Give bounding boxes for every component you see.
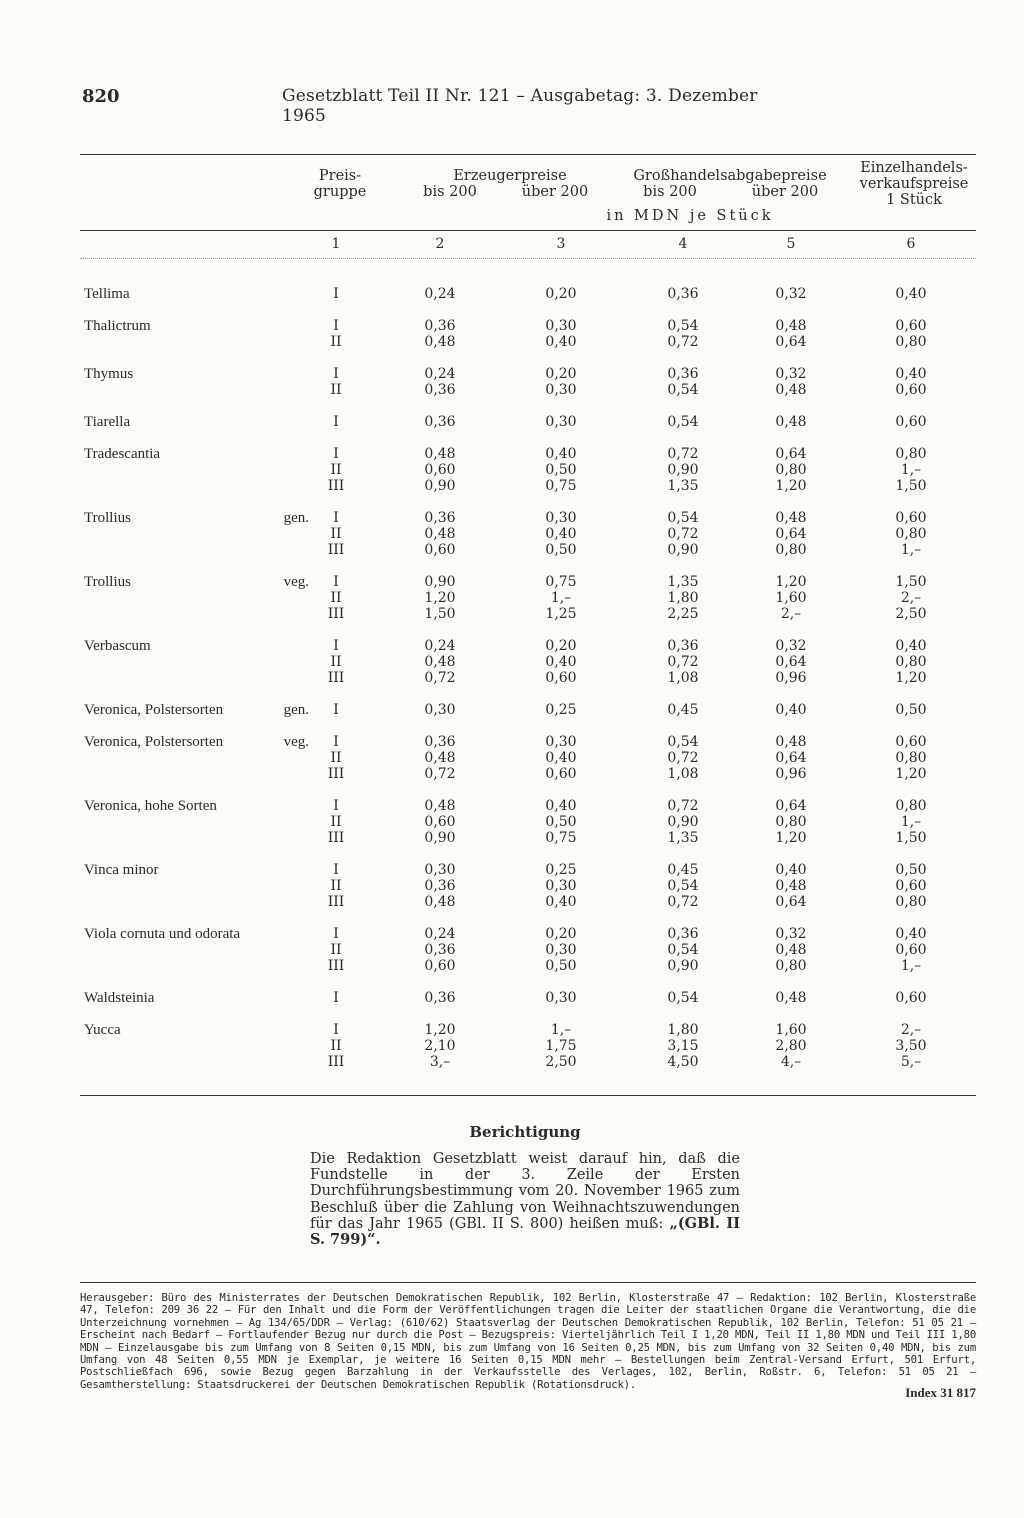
price-cell: 1,20: [775, 830, 807, 846]
price-cell: 0,30: [545, 382, 577, 398]
price-cell: 0,80: [895, 526, 927, 542]
price-cell: 0,40: [895, 638, 927, 654]
price-cell: 0,40: [895, 286, 927, 302]
table-row: [0, 478, 1024, 494]
price-cell: 2,80: [775, 1038, 807, 1054]
price-cell: 0,64: [775, 526, 807, 542]
table-row: [0, 590, 1024, 606]
plant-name: Yucca: [84, 1022, 121, 1038]
header-einzelhandel: Einzelhandels- verkaufspreise 1 Stück: [859, 160, 969, 208]
price-cell: 0,50: [895, 862, 927, 878]
price-cell: 5,–: [900, 1054, 922, 1070]
price-cell: 0,40: [545, 526, 577, 542]
price-cell: 0,64: [775, 446, 807, 462]
plant-qualifier: gen.: [283, 510, 309, 526]
price-cell: 0,60: [895, 990, 927, 1006]
price-cell: 1,–: [550, 1022, 572, 1038]
price-cell: 0,90: [424, 830, 456, 846]
plant-qualifier: veg.: [283, 574, 309, 590]
price-cell: 0,24: [424, 286, 456, 302]
table-row: [0, 638, 1024, 654]
price-cell: 0,72: [424, 766, 456, 782]
price-group: II: [330, 590, 342, 606]
price-cell: 0,40: [545, 446, 577, 462]
table-row: [0, 542, 1024, 558]
price-cell: 0,54: [667, 382, 699, 398]
price-cell: 1,80: [667, 590, 699, 606]
price-cell: 2,–: [900, 590, 922, 606]
table-row: [0, 798, 1024, 814]
price-cell: 0,64: [775, 654, 807, 670]
table-row: [0, 1054, 1024, 1070]
price-cell: 0,25: [545, 862, 577, 878]
price-cell: 0,45: [667, 702, 699, 718]
price-cell: 0,32: [775, 638, 807, 654]
price-group: III: [327, 670, 345, 686]
price-cell: 0,72: [667, 526, 699, 542]
price-cell: 0,24: [424, 926, 456, 942]
correction-text: [310, 1151, 740, 1248]
price-cell: 0,80: [895, 334, 927, 350]
table-row: [0, 894, 1024, 910]
price-cell: 0,60: [895, 942, 927, 958]
plant-name: Veronica, Polstersorten: [84, 734, 224, 750]
header-erzeuger-ueber-200: über 200: [521, 184, 589, 200]
table-row: [0, 446, 1024, 462]
price-cell: 0,60: [545, 670, 577, 686]
price-cell: 0,48: [775, 734, 807, 750]
price-cell: 0,30: [545, 510, 577, 526]
price-cell: 0,48: [775, 382, 807, 398]
plant-name: Tiarella: [84, 414, 131, 430]
price-group: I: [333, 926, 339, 942]
table-row: [0, 958, 1024, 974]
table-row: [0, 318, 1024, 334]
price-cell: 2,10: [424, 1038, 456, 1054]
header-grosshandel: Großhandelsabgabepreise: [633, 168, 827, 184]
price-cell: 0,72: [424, 670, 456, 686]
price-cell: 0,50: [545, 958, 577, 974]
price-cell: 0,64: [775, 798, 807, 814]
price-cell: 0,96: [775, 670, 807, 686]
price-cell: 0,80: [775, 958, 807, 974]
price-cell: 0,90: [667, 958, 699, 974]
price-cell: 2,50: [895, 606, 927, 622]
price-group: III: [327, 766, 345, 782]
table-row: [0, 1022, 1024, 1038]
price-cell: 1,20: [424, 590, 456, 606]
price-group: I: [333, 366, 339, 382]
price-cell: 0,36: [667, 638, 699, 654]
price-cell: 0,90: [667, 542, 699, 558]
price-cell: 0,48: [424, 798, 456, 814]
price-cell: 0,24: [424, 638, 456, 654]
price-cell: 0,30: [545, 942, 577, 958]
price-cell: 0,54: [667, 990, 699, 1006]
price-group: III: [327, 830, 345, 846]
price-cell: 0,32: [775, 286, 807, 302]
price-cell: 1,–: [550, 590, 572, 606]
price-cell: 1,25: [545, 606, 577, 622]
price-cell: 0,75: [545, 574, 577, 590]
price-cell: 0,72: [667, 334, 699, 350]
price-cell: 0,36: [424, 318, 456, 334]
price-cell: 0,72: [667, 798, 699, 814]
price-cell: 0,48: [775, 990, 807, 1006]
price-group: I: [333, 702, 339, 718]
price-cell: 1,80: [667, 1022, 699, 1038]
plant-name: Thymus: [84, 366, 134, 382]
price-cell: 0,36: [667, 926, 699, 942]
price-cell: 0,30: [545, 878, 577, 894]
price-cell: 0,48: [424, 334, 456, 350]
price-cell: 0,40: [895, 926, 927, 942]
price-group: I: [333, 574, 339, 590]
price-cell: 0,20: [545, 366, 577, 382]
price-cell: 1,–: [900, 462, 922, 478]
price-group: I: [333, 990, 339, 1006]
price-cell: 0,60: [895, 318, 927, 334]
plant-name: Tradescantia: [84, 446, 161, 462]
price-cell: 0,80: [895, 750, 927, 766]
price-cell: 1,20: [895, 670, 927, 686]
price-cell: 2,50: [545, 1054, 577, 1070]
table-row: [0, 830, 1024, 846]
table-row: [0, 366, 1024, 382]
price-cell: 0,36: [424, 414, 456, 430]
table-row: [0, 462, 1024, 478]
table-row: [0, 766, 1024, 782]
price-cell: 0,54: [667, 318, 699, 334]
price-cell: 0,80: [895, 654, 927, 670]
plant-name: Veronica, hohe Sorten: [84, 798, 217, 814]
price-cell: 0,40: [545, 334, 577, 350]
index-number: Index 31 817: [905, 1385, 976, 1400]
price-cell: 1,20: [424, 1022, 456, 1038]
price-cell: 0,80: [775, 462, 807, 478]
price-cell: 0,48: [775, 510, 807, 526]
column-number: 3: [556, 236, 566, 252]
price-cell: 0,48: [775, 414, 807, 430]
price-group: I: [333, 798, 339, 814]
table-row: [0, 414, 1024, 430]
plant-name: Thalictrum: [84, 318, 151, 334]
table-row: [0, 990, 1024, 1006]
price-cell: 0,90: [667, 462, 699, 478]
price-cell: 0,60: [895, 734, 927, 750]
price-cell: 1,20: [775, 574, 807, 590]
price-cell: 0,30: [424, 702, 456, 718]
price-cell: 0,48: [424, 894, 456, 910]
plant-qualifier: gen.: [283, 702, 309, 718]
column-number: 6: [906, 236, 916, 252]
table-row: [0, 702, 1024, 718]
table-row: [0, 942, 1024, 958]
table-row: [0, 382, 1024, 398]
price-group: I: [333, 510, 339, 526]
price-cell: 0,48: [424, 750, 456, 766]
price-cell: 0,60: [424, 958, 456, 974]
price-group: III: [327, 542, 345, 558]
column-number: 2: [435, 236, 445, 252]
price-cell: 0,30: [545, 990, 577, 1006]
price-cell: 0,36: [424, 382, 456, 398]
price-cell: 4,50: [667, 1054, 699, 1070]
price-cell: 0,40: [545, 894, 577, 910]
price-cell: 0,20: [545, 926, 577, 942]
price-group: II: [330, 526, 342, 542]
price-cell: 0,72: [667, 750, 699, 766]
table-row: [0, 814, 1024, 830]
price-cell: 0,90: [424, 574, 456, 590]
header-erzeuger-bis-200: bis 200: [423, 184, 477, 200]
price-cell: 0,90: [424, 478, 456, 494]
price-cell: 1,–: [900, 542, 922, 558]
price-cell: 0,32: [775, 366, 807, 382]
price-cell: 1,–: [900, 958, 922, 974]
plant-name: Viola cornuta und odorata: [84, 926, 241, 942]
plant-name: Trollius: [84, 510, 131, 526]
price-cell: 0,36: [424, 734, 456, 750]
price-cell: 0,36: [424, 942, 456, 958]
price-cell: 3,50: [895, 1038, 927, 1054]
price-cell: 0,40: [775, 862, 807, 878]
price-cell: 0,36: [424, 990, 456, 1006]
price-cell: 0,54: [667, 510, 699, 526]
price-cell: 0,48: [424, 446, 456, 462]
price-cell: 1,50: [424, 606, 456, 622]
price-cell: 0,30: [545, 318, 577, 334]
price-cell: 0,20: [545, 286, 577, 302]
price-cell: 0,96: [775, 766, 807, 782]
imprint: Herausgeber: Büro des Ministerrates der Deutschen Demokratischen Republik, 102 Berlin, Klosterstraße 47 – Redaktion: 102 Berlin, Klosterstraße 47, Telefon: 209 36 22 – Für den Inhalt und die Form der Veröffentlichungen tragen die Leiter der staatlichen Organe die Verantwortung, die die Unterzeichnung vornehmen – Ag 134/65/DDR – Verlag: (610/62) Staatsverlag der Deutschen Demokratischen Republik, 102 Berlin, Telefon: 51 05 21 – Erscheint nach Bedarf – Fortlaufender Bezug nur durch die Post – Bezugspreis: Vierteljährlich Teil I 1,20 MDN, Teil II 1,80 MDN und Teil III 1,80 MDN – Einzelausgabe bis zum Umfang von 8 Seiten 0,15 MDN, bis zum Umfang von 16 Seiten 0,25 MDN, bis zum Umfang von 32 Seiten 0,40 MDN, bis zum Umfang von 48 Seiten 0,55 MDN je Exemplar, je weitere 16 Seiten 0,15 MDN mehr – Bestellungen beim Zentral-Versand Erfurt, 501 Erfurt, Postschließfach 696, sowie Bezug gegen Barzahlung in der Verkaufsstelle des Verlages, 102, Berlin, Roßstr. 6, Telefon: 51 05 21 – Gesamtherstellung: Staatsdruckerei der Deutschen Demokratischen Republik (Rotationsdruck).: [80, 1292, 976, 1391]
table-row: [0, 286, 1024, 302]
price-group: I: [333, 286, 339, 302]
price-cell: 2,25: [667, 606, 699, 622]
price-group: II: [330, 462, 342, 478]
price-cell: 1,75: [545, 1038, 577, 1054]
price-cell: 0,75: [545, 478, 577, 494]
column-number: 1: [331, 236, 341, 252]
price-cell: 0,60: [424, 462, 456, 478]
price-cell: 1,60: [775, 590, 807, 606]
table-row: [0, 606, 1024, 622]
header-preisgruppe: Preis- gruppe: [313, 168, 367, 200]
price-cell: 0,60: [895, 382, 927, 398]
price-cell: 1,35: [667, 478, 699, 494]
price-cell: 0,40: [545, 750, 577, 766]
table-row: [0, 654, 1024, 670]
price-cell: 0,50: [545, 462, 577, 478]
price-group: I: [333, 318, 339, 334]
price-cell: 0,48: [424, 526, 456, 542]
header-gross-bis-200: bis 200: [643, 184, 697, 200]
table-row: [0, 1038, 1024, 1054]
price-group: II: [330, 942, 342, 958]
price-cell: 1,35: [667, 574, 699, 590]
price-cell: 0,40: [545, 654, 577, 670]
table-row: [0, 926, 1024, 942]
price-cell: 0,30: [424, 862, 456, 878]
column-number: 4: [678, 236, 688, 252]
table-row: [0, 526, 1024, 542]
price-cell: 0,50: [545, 814, 577, 830]
page-number: 820: [82, 86, 120, 107]
price-cell: 0,90: [667, 814, 699, 830]
price-cell: 0,50: [895, 702, 927, 718]
table-row: [0, 510, 1024, 526]
page-title: Gesetzblatt Teil II Nr. 121 – Ausgabetag: 3. Dezember 1965: [282, 86, 758, 126]
plant-qualifier: veg.: [283, 734, 309, 750]
plant-name: Veronica, Polstersorten: [84, 702, 224, 718]
price-cell: 0,64: [775, 334, 807, 350]
table-row: [0, 574, 1024, 590]
price-group: II: [330, 334, 342, 350]
price-cell: 0,72: [667, 446, 699, 462]
header-unit: in MDN je Stück: [606, 208, 774, 224]
price-cell: 0,40: [775, 702, 807, 718]
price-cell: 3,–: [429, 1054, 451, 1070]
price-group: III: [327, 1054, 345, 1070]
price-cell: 0,60: [424, 542, 456, 558]
price-cell: 1,50: [895, 830, 927, 846]
price-group: III: [327, 958, 345, 974]
price-group: II: [330, 878, 342, 894]
table-row: [0, 862, 1024, 878]
price-cell: 0,20: [545, 638, 577, 654]
price-group: III: [327, 478, 345, 494]
price-cell: 0,60: [895, 878, 927, 894]
price-cell: 0,48: [775, 878, 807, 894]
price-cell: 0,32: [775, 926, 807, 942]
price-cell: 0,40: [895, 366, 927, 382]
price-cell: 0,40: [545, 798, 577, 814]
price-cell: 0,64: [775, 750, 807, 766]
price-cell: 3,15: [667, 1038, 699, 1054]
price-cell: 0,64: [775, 894, 807, 910]
price-cell: 0,60: [545, 766, 577, 782]
price-cell: 2,–: [900, 1022, 922, 1038]
price-group: I: [333, 638, 339, 654]
price-group: I: [333, 1022, 339, 1038]
price-cell: 0,72: [667, 894, 699, 910]
price-cell: 0,30: [545, 734, 577, 750]
price-cell: 0,36: [424, 878, 456, 894]
plant-name: Verbascum: [84, 638, 151, 654]
price-cell: 0,30: [545, 414, 577, 430]
plant-name: Trollius: [84, 574, 131, 590]
table-row: [0, 670, 1024, 686]
plant-name: Tellima: [84, 286, 130, 302]
price-cell: 1,20: [775, 478, 807, 494]
price-cell: 0,50: [545, 542, 577, 558]
price-cell: 0,60: [895, 414, 927, 430]
price-cell: 1,08: [667, 766, 699, 782]
price-cell: 0,45: [667, 862, 699, 878]
price-cell: 0,36: [667, 286, 699, 302]
price-cell: 0,80: [775, 542, 807, 558]
correction-quote: „(GBl. II S. 799)“.: [310, 1214, 740, 1249]
price-group: III: [327, 606, 345, 622]
price-group: II: [330, 382, 342, 398]
price-cell: 0,25: [545, 702, 577, 718]
price-group: I: [333, 446, 339, 462]
price-group: III: [327, 894, 345, 910]
price-cell: 0,54: [667, 734, 699, 750]
price-cell: 0,54: [667, 878, 699, 894]
price-cell: 0,48: [775, 942, 807, 958]
column-number: 5: [786, 236, 796, 252]
price-group: II: [330, 654, 342, 670]
price-cell: 2,–: [780, 606, 802, 622]
correction-body: Die Redaktion Gesetzblatt weist darauf hin, daß die Fundstelle in der 3. Zeile der Ersten Durchführungsbestimmung vom 20. November 1965 zum Beschluß über die Zahlung von Weihnachtszuwendungen für das Jahr 1965 (GBl. II S. 800) heißen muß:: [310, 1151, 740, 1232]
price-group: II: [330, 1038, 342, 1054]
correction-title: Berichtigung: [469, 1123, 581, 1141]
price-group: I: [333, 734, 339, 750]
price-cell: 0,80: [895, 894, 927, 910]
table-row: [0, 734, 1024, 750]
price-cell: 0,54: [667, 414, 699, 430]
price-cell: 0,60: [424, 814, 456, 830]
plant-name: Vinca minor: [84, 862, 159, 878]
price-cell: 0,72: [667, 654, 699, 670]
price-group: II: [330, 750, 342, 766]
plant-name: Waldsteinia: [84, 990, 155, 1006]
price-cell: 0,24: [424, 366, 456, 382]
price-cell: 0,36: [424, 510, 456, 526]
price-cell: 4,–: [780, 1054, 802, 1070]
header-erzeugerpreise: Erzeugerpreise: [453, 168, 567, 184]
price-cell: 1,–: [900, 814, 922, 830]
price-cell: 0,36: [667, 366, 699, 382]
price-cell: 0,75: [545, 830, 577, 846]
price-cell: 0,48: [424, 654, 456, 670]
price-cell: 1,50: [895, 574, 927, 590]
price-cell: 0,48: [775, 318, 807, 334]
price-cell: 0,80: [895, 446, 927, 462]
price-group: I: [333, 414, 339, 430]
price-cell: 0,80: [775, 814, 807, 830]
price-cell: 1,60: [775, 1022, 807, 1038]
price-cell: 0,60: [895, 510, 927, 526]
price-cell: 0,54: [667, 942, 699, 958]
table-row: [0, 334, 1024, 350]
price-cell: 0,80: [895, 798, 927, 814]
table-row: [0, 878, 1024, 894]
price-cell: 1,35: [667, 830, 699, 846]
price-cell: 1,50: [895, 478, 927, 494]
price-group: I: [333, 862, 339, 878]
header-gross-ueber-200: über 200: [751, 184, 819, 200]
price-group: II: [330, 814, 342, 830]
price-cell: 1,20: [895, 766, 927, 782]
price-cell: 1,08: [667, 670, 699, 686]
table-row: [0, 750, 1024, 766]
